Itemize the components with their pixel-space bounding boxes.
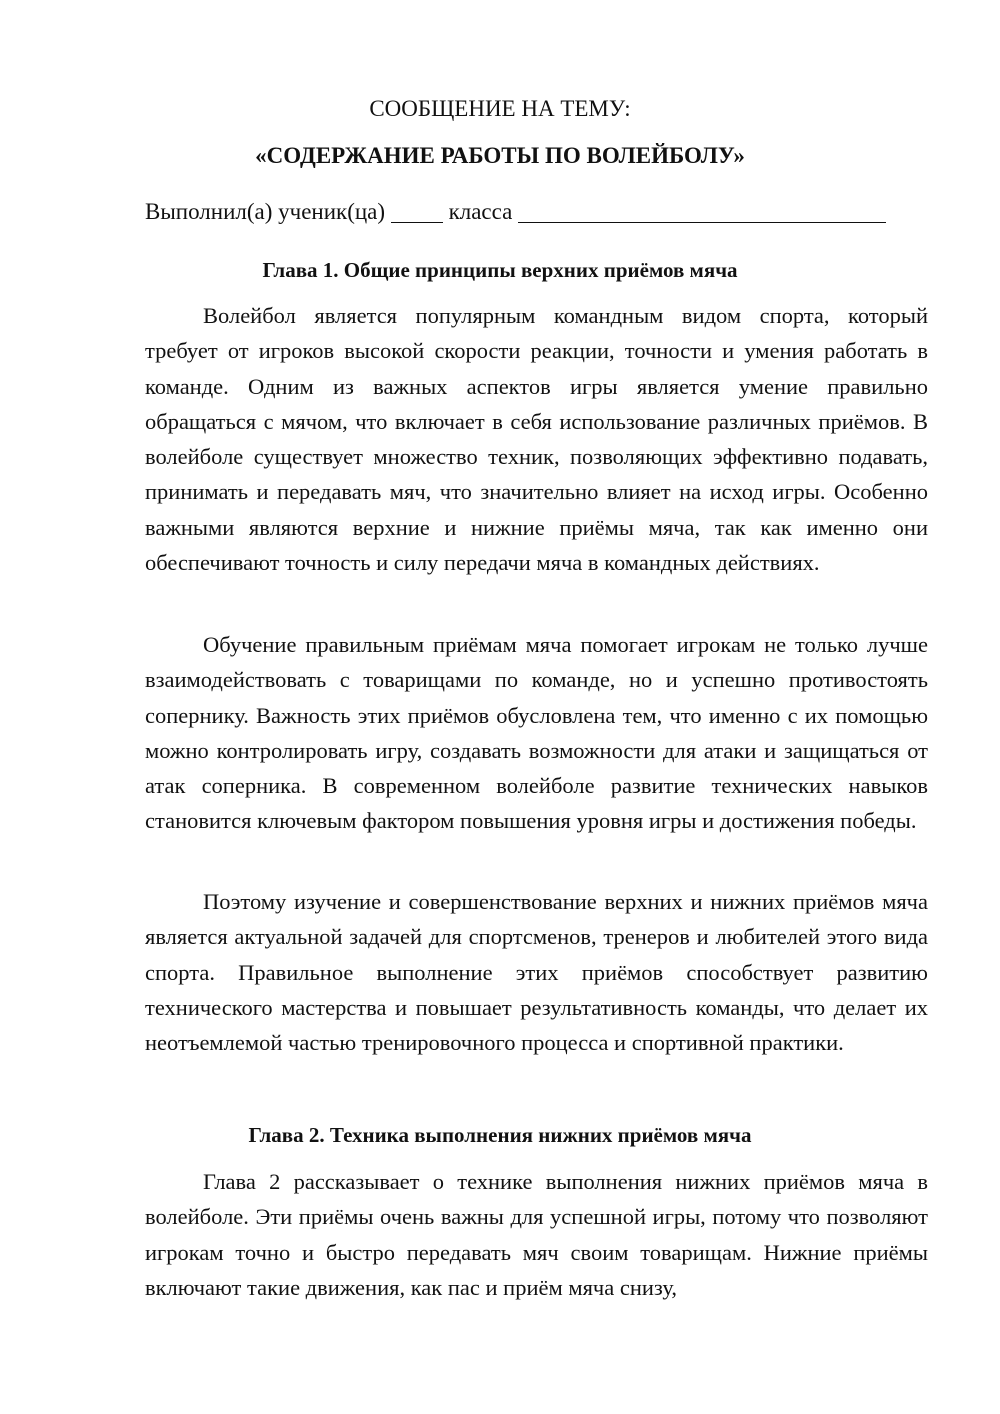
executor-label: Выполнил(а) ученик(ца) — [145, 199, 386, 224]
chapter1-paragraph-2: Обучение правильным приёмам мяча помогает игрокам не только лучше взаимодействовать с товарищами по команде, но и успешно противостоять сопернику. Важность этих приёмов обусловлена тем, что именно с их помощью можно контролировать игру, создавать возможности для атаки и защищаться от атак соперника. В современном волейболе развитие технических навыков становится ключевым фактором повышения уровня игры и достижения победы. — [145, 632, 928, 834]
chapter1-paragraph-1: Волейбол является популярным командным видом спорта, который требует от игроков высокой скорости реакции, точности и умения работать в команде. Одним из важных аспектов игры является умение правильно обращаться с мячом, что включает в себя использование различных приёмов. В волейболе существует множество техник, позволяющих эффективно подавать, принимать и передавать мяч, что значительно влияет на исход игры. Особенно важными являются верхние и нижние приёмы мяча, так как именно они обеспечивают точность и силу передачи мяча в командных действиях. — [145, 303, 928, 576]
class-blank — [518, 200, 886, 223]
executor-line — [145, 197, 886, 227]
class-label: класса — [448, 199, 513, 224]
chapter1-heading: Глава 1. Общие принципы верхних приёмов мяча — [262, 258, 738, 282]
grade-blank — [391, 200, 443, 223]
report-title-line1: СООБЩЕНИЕ НА ТЕМУ: — [369, 96, 631, 121]
report-title-line2: «СОДЕРЖАНИЕ РАБОТЫ ПО ВОЛЕЙБОЛУ» — [255, 143, 745, 168]
chapter2-paragraph-1: Глава 2 рассказывает о технике выполнения нижних приёмов мяча в волейболе. Эти приёмы очень важны для успешной игры, потому что позволяют игрокам точно и быстро передавать мяч своим товарищам. Нижние приёмы включают такие движения, как пас и приём мяча снизу, — [145, 1169, 928, 1300]
chapter2-heading: Глава 2. Техника выполнения нижних приёмов мяча — [248, 1123, 752, 1147]
chapter1-paragraph-3: Поэтому изучение и совершенствование верхних и нижних приёмов мяча является актуальной задачей для спортсменов, тренеров и любителей этого вида спорта. Правильное выполнение этих приёмов способствует развитию технического мастерства и повышает результативность команды, что делает их неотъемлемой частью тренировочного процесса и спортивной практики. — [145, 889, 928, 1056]
